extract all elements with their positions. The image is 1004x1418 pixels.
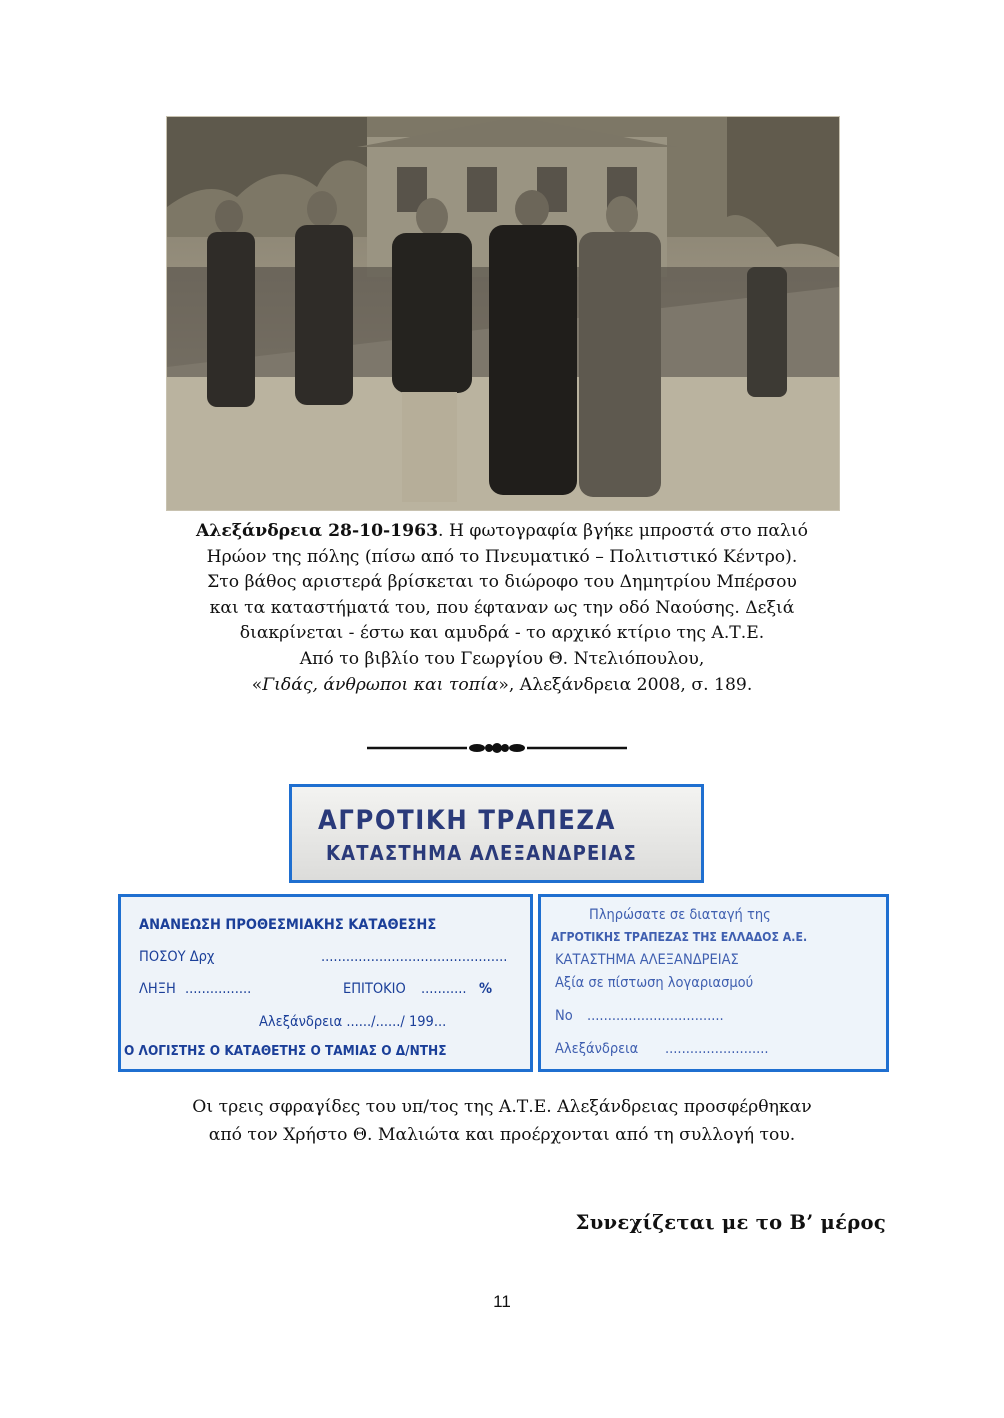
stamp3-line-5-dots: ................................. <box>587 1008 724 1024</box>
caption-line-1-rest: . Η φωτογραφία βγήκε μπροστά στο παλιό <box>438 521 808 541</box>
stamp2-line-1: ΑΝΑΝΕΩΣΗ ΠΡΟΘΕΣΜΙΑΚΗΣ ΚΑΤΑΘΕΣΗΣ <box>139 917 437 933</box>
stamp3-line-1: Πληρώσατε σε διαταγή της <box>589 907 771 923</box>
caption-line-4: και τα καταστήματά του, που έφταναν ως την οδό Ναούσης. Δεξιά <box>209 597 795 618</box>
caption-line-1 <box>100 519 904 545</box>
stamp3-line-6: Αλεξάνδρεια <box>555 1041 639 1057</box>
photo-caption <box>100 519 904 698</box>
stamp2-line-2-dots: ............................................. <box>321 949 508 965</box>
stamp2-line-3a: ΛΗΞΗ <box>139 981 176 997</box>
stamp2-line-5: Ο ΛΟΓΙΣΤΗΣ Ο ΚΑΤΑΘΕΤΗΣ Ο ΤΑΜΙΑΣ Ο Δ/ΝΤΗΣ <box>124 1043 447 1059</box>
stamp3-line-2: ΑΓΡΟΤΙΚΗΣ ΤΡΑΠΕΖΑΣ ΤΗΣ ΕΛΛΑΔΟΣ Α.Ε. <box>551 930 808 944</box>
stamp2-line-3a-dots: ................ <box>185 981 252 997</box>
caption-line-7 <box>100 673 904 699</box>
caption-line-2: Ηρώον της πόλης (πίσω από το Πνευματικό – Πολιτιστικό Κέντρο). <box>206 546 798 567</box>
stamp2-line-3b: ΕΠΙΤΟΚΙΟ <box>343 981 406 997</box>
continued-note: Συνεχίζεται με το Β’ μέρος <box>575 1211 886 1234</box>
page-number: 11 <box>493 1292 511 1311</box>
stamp1-line-2: ΚΑΤΑΣΤΗΜΑ ΑΛΕΞΑΝΔΡΕΙΑΣ <box>326 841 638 865</box>
stamps-caption-line-2: από τον Χρήστο Θ. Μαλιώτα και προέρχονται από τη συλλογή του. <box>208 1125 796 1145</box>
payment-order-stamp <box>538 894 889 1072</box>
stamp2-line-4: Αλεξάνδρεια ....../....../ 199... <box>259 1014 447 1030</box>
caption-book-title: Γιδάς, άνθρωποι και τοπία <box>262 674 499 695</box>
stamp1-line-1: ΑΓΡΟΤΙΚΗ ΤΡΑΠΕΖΑ <box>318 805 617 836</box>
caption-line-7-rest: », Αλεξάνδρεια 2008, σ. 189. <box>498 674 753 695</box>
caption-bold-lead: Αλεξάνδρεια 28-10-1963 <box>196 521 439 541</box>
stamp3-line-5: No <box>555 1008 573 1024</box>
stamp2-line-3c: % <box>479 981 493 997</box>
stamps-caption-line-1: Οι τρεις σφραγίδες του υπ/τος της Α.Τ.Ε. Αλεξάνδρειας προσφέρθηκαν <box>192 1097 812 1117</box>
stamp3-line-3: ΚΑΤΑΣΤΗΜΑ ΑΛΕΞΑΝΔΡΕΙΑΣ <box>555 952 739 968</box>
caption-line-5: διακρίνεται - έστω και αμυδρά - το αρχικό κτίριο της Α.Τ.Ε. <box>239 623 765 644</box>
historical-photo <box>166 116 840 511</box>
stamps-caption <box>90 1093 914 1149</box>
ornament-divider <box>367 738 627 758</box>
deposit-renewal-stamp <box>118 894 533 1072</box>
caption-line-3: Στο βάθος αριστερά βρίσκεται το διώροφο του Δημητρίου Μπέρσου <box>207 572 797 593</box>
stamp3-line-4: Αξία σε πίστωση λογαριασμού <box>555 975 754 991</box>
stamp2-line-3b-dots: ........... <box>421 981 467 997</box>
caption-quote-open: « <box>251 674 263 695</box>
bank-stamp-header <box>289 784 704 883</box>
stamp3-line-6-dots: ......................... <box>665 1041 769 1057</box>
caption-line-6: Από το βιβλίο του Γεωργίου Θ. Ντελιόπουλου, <box>299 648 705 669</box>
stamp2-line-2: ΠΟΣΟΥ Δρχ <box>139 949 215 965</box>
